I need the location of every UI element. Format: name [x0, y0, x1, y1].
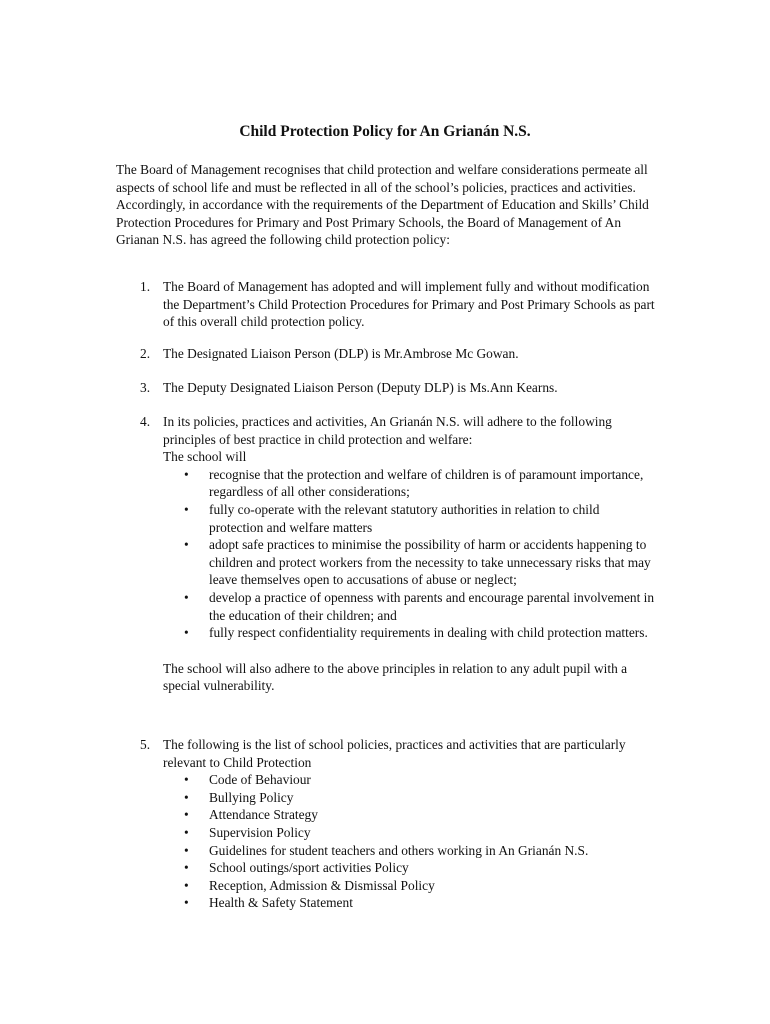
list-item: • adopt safe practices to minimise the possibility of harm or accidents happening to children and protect workers from the necessity to take unnecessary risks that may leave themselves open to accusations of abuse or neglect; — [184, 537, 651, 588]
policy-item-4 — [116, 413, 656, 695]
policy-item-2 — [116, 345, 656, 363]
list-item: • Bullying Policy — [184, 789, 294, 805]
item-number: 1. — [140, 279, 151, 294]
list-item: • Code of Behaviour — [184, 772, 311, 788]
related-policies-list — [163, 771, 656, 912]
list-item: • Supervision Policy — [184, 824, 311, 840]
policy-item-5 — [116, 736, 656, 912]
bullet-icon: • — [184, 842, 189, 858]
document-title: Child Protection Policy for An Grianán N.S. — [239, 123, 531, 140]
item-text: In its policies, practices and activities, An Grianán N.S. will adhere to the following principles of best practice in child protection and welfare: — [163, 414, 612, 447]
item-text: The Board of Management has adopted and will implement fully and without modification the Department’s Child Protection Procedures for Primary and Post Primary Schools as part of this overall child protection policy. — [163, 279, 655, 330]
list-item: • fully respect confidentiality requirements in dealing with child protection matters. — [184, 625, 648, 641]
bullet-icon: • — [184, 895, 189, 911]
bullet-icon: • — [184, 537, 189, 553]
item-text: The Designated Liaison Person (DLP) is Mr.Ambrose Mc Gowan. — [163, 346, 519, 361]
item-number: 4. — [140, 414, 151, 429]
item-number: 2. — [140, 346, 151, 361]
list-item: • Attendance Strategy — [184, 807, 318, 823]
bullet-icon: • — [184, 807, 189, 823]
list-item: • fully co-operate with the relevant statutory authorities in relation to child protection and welfare matters — [184, 501, 600, 535]
list-item: • Guidelines for student teachers and others working in An Grianán N.S. — [184, 842, 589, 858]
policy-item-1 — [116, 278, 656, 331]
policy-item-3 — [116, 379, 656, 397]
bullet-icon: • — [184, 789, 189, 805]
intro-paragraph: The Board of Management recognises that child protection and welfare considerations permeate all aspects of school life and must be reflected in all of the school’s policies, practices and activities. Accordingly, in accordance with the requirements of the Department of Education and Skills’ Child Protection Procedures for Primary and Post Primary Schools, the Board of Management of An Grianan N.S. has agreed the following child protection policy: — [116, 162, 649, 248]
item-text: The following is the list of school policies, practices and activities that are particularly relevant to Child Protection — [163, 737, 626, 770]
item-number: 3. — [140, 380, 151, 395]
list-item: • School outings/sport activities Policy — [184, 860, 409, 876]
bullet-icon: • — [184, 501, 189, 517]
bullet-icon: • — [184, 824, 189, 840]
list-item: • recognise that the protection and welfare of children is of paramount importance, regardless of all other considerations; — [184, 466, 644, 500]
principles-list — [163, 466, 656, 642]
bullet-icon: • — [184, 877, 189, 893]
bullet-icon: • — [184, 625, 189, 641]
list-item: • Reception, Admission & Dismissal Policy — [184, 877, 435, 893]
item-number: 5. — [140, 737, 151, 752]
item-lead: The school will — [163, 449, 247, 465]
list-item: • develop a practice of openness with parents and encourage parental involvement in the education of their children; and — [184, 589, 655, 623]
bullet-icon: • — [184, 772, 189, 788]
item-text: The Deputy Designated Liaison Person (Deputy DLP) is Ms.Ann Kearns. — [163, 380, 558, 395]
bullet-icon: • — [184, 589, 189, 605]
item-followup: The school will also adhere to the above principles in relation to any adult pupil with a special vulnerability. — [163, 660, 628, 694]
bullet-icon: • — [184, 466, 189, 482]
list-item: • Health & Safety Statement — [184, 895, 353, 911]
bullet-icon: • — [184, 860, 189, 876]
